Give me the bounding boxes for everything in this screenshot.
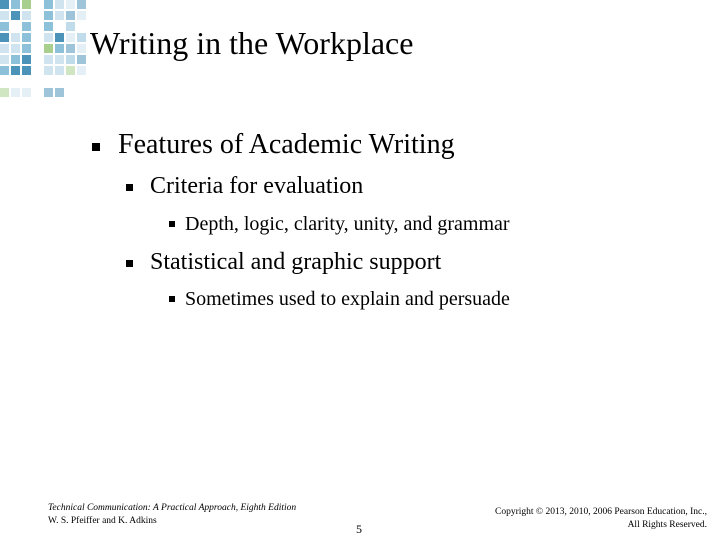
grid-tile (33, 44, 42, 53)
grid-tile (33, 33, 42, 42)
bullet-statistical-graphic-support: Statistical and graphic support (150, 249, 442, 275)
grid-tile (77, 55, 86, 64)
grid-tile (22, 55, 31, 64)
grid-tile (66, 0, 75, 9)
grid-tile (33, 11, 42, 20)
grid-tile (33, 77, 42, 86)
grid-tile (77, 0, 86, 9)
grid-tile (11, 66, 20, 75)
bullet-criteria-detail: Depth, logic, clarity, unity, and grammar (185, 213, 510, 235)
decorative-grid-logo (0, 0, 90, 102)
grid-tile (11, 22, 20, 31)
grid-tile (55, 44, 64, 53)
footer-authors: W. S. Pfeiffer and K. Adkins (48, 516, 157, 526)
grid-tile (33, 22, 42, 31)
grid-tile (66, 11, 75, 20)
grid-tile (77, 44, 86, 53)
grid-tile (77, 66, 86, 75)
grid-tile (44, 88, 53, 97)
grid-tile (22, 22, 31, 31)
footer-citation (48, 502, 296, 528)
grid-tile (55, 77, 64, 86)
copyright-line-1: Copyright © 2013, 2010, 2006 Pearson Education, Inc., (495, 507, 707, 517)
page-number: 5 (356, 522, 362, 536)
grid-tile (33, 66, 42, 75)
grid-tile (55, 55, 64, 64)
grid-tile (11, 0, 20, 9)
grid-tile (0, 55, 9, 64)
grid-tile (55, 88, 64, 97)
grid-tile (66, 55, 75, 64)
grid-tile (0, 22, 9, 31)
bullet-marker-icon (169, 221, 175, 227)
grid-tile (22, 11, 31, 20)
grid-tile (0, 77, 9, 86)
copyright-line-2: All Rights Reserved. (627, 520, 707, 530)
grid-tile (44, 77, 53, 86)
grid-tile (44, 44, 53, 53)
grid-tile (55, 11, 64, 20)
slide-title: Writing in the Workplace (90, 25, 414, 61)
grid-tile (22, 0, 31, 9)
grid-tile (22, 44, 31, 53)
grid-tile (0, 33, 9, 42)
footer-book-title: Technical Communication: A Practical Approach, Eighth Edition (48, 503, 297, 513)
grid-tile (66, 44, 75, 53)
grid-tile (44, 22, 53, 31)
bullet-marker-icon (126, 260, 133, 267)
footer-copyright (495, 506, 707, 532)
grid-tile (33, 0, 42, 9)
bullet-marker-icon (169, 296, 175, 302)
grid-tile (11, 11, 20, 20)
grid-tile (66, 77, 75, 86)
grid-tile (22, 66, 31, 75)
grid-tile (66, 22, 75, 31)
bullet-criteria-for-evaluation: Criteria for evaluation (150, 173, 364, 199)
grid-tile (55, 22, 64, 31)
grid-tile (55, 33, 64, 42)
grid-tile (22, 88, 31, 97)
grid-tile (44, 0, 53, 9)
grid-tile (33, 55, 42, 64)
bullet-features-academic-writing: Features of Academic Writing (118, 129, 455, 160)
grid-tile (77, 33, 86, 42)
grid-tile (0, 44, 9, 53)
grid-tile (44, 11, 53, 20)
grid-tile (22, 33, 31, 42)
bullet-marker-icon (92, 143, 100, 151)
grid-tile (11, 77, 20, 86)
grid-tile (11, 44, 20, 53)
grid-tile (44, 66, 53, 75)
grid-tile (0, 11, 9, 20)
grid-tile (22, 77, 31, 86)
bullet-support-detail: Sometimes used to explain and persuade (185, 288, 510, 310)
grid-tile (44, 33, 53, 42)
grid-tile (11, 88, 20, 97)
grid-tile (33, 88, 42, 97)
grid-tile (55, 66, 64, 75)
bullet-marker-icon (126, 184, 133, 191)
grid-tile (0, 66, 9, 75)
grid-tile (55, 0, 64, 9)
grid-tile (66, 66, 75, 75)
grid-tile (11, 55, 20, 64)
grid-tile (44, 55, 53, 64)
grid-tile (0, 88, 9, 97)
grid-tile (0, 0, 9, 9)
grid-tile (77, 22, 86, 31)
grid-tile (66, 33, 75, 42)
grid-tile (11, 33, 20, 42)
grid-tile (77, 11, 86, 20)
